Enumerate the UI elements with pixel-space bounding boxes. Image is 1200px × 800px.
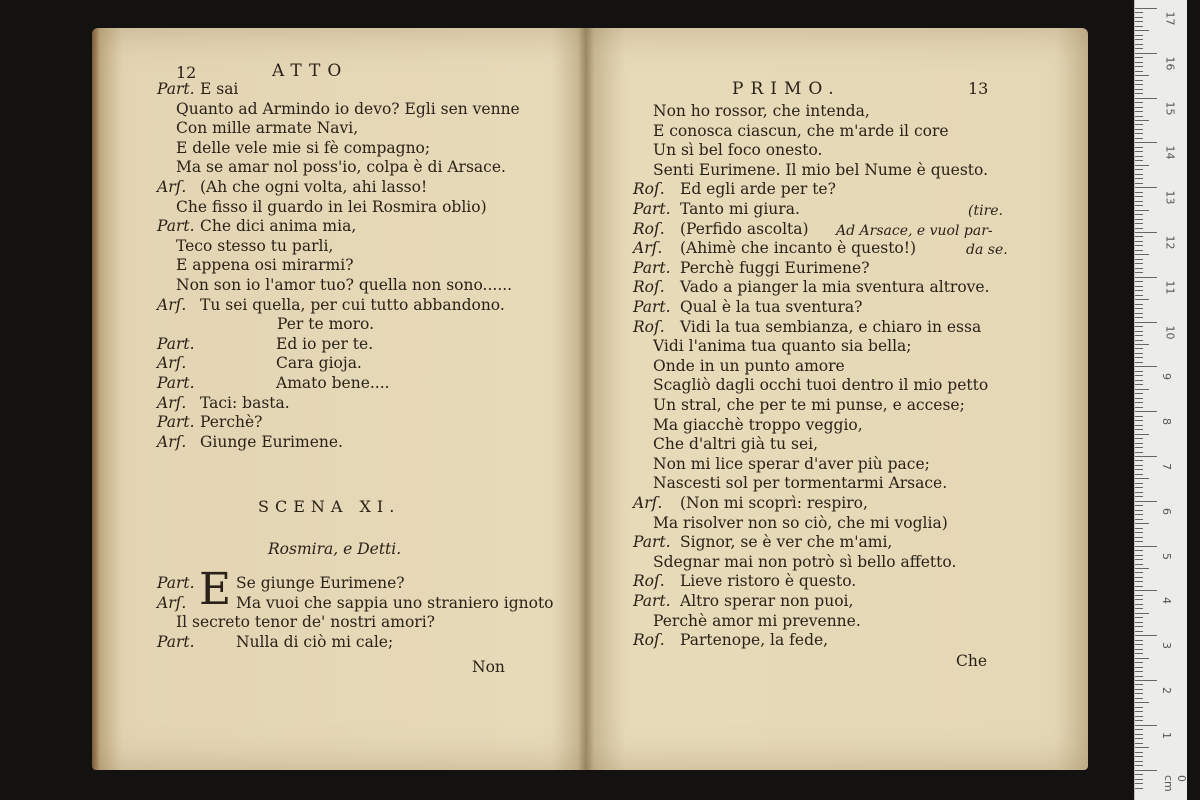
ruler-tick bbox=[1135, 505, 1143, 506]
ruler-tick bbox=[1135, 250, 1143, 251]
speaker-label: Arſ. bbox=[633, 239, 663, 258]
text-line: Taci: basta. bbox=[200, 393, 290, 412]
text-line: Perchè fuggi Eurimene? bbox=[680, 258, 870, 277]
speaker-label: Part. bbox=[633, 533, 671, 552]
ruler-tick bbox=[1135, 662, 1143, 663]
ruler-tick bbox=[1135, 667, 1143, 668]
ruler-tick bbox=[1135, 205, 1143, 206]
text-line: Vidi l'anima tua quanto sia bella; bbox=[653, 337, 912, 356]
ruler-tick bbox=[1135, 734, 1143, 735]
ruler-tick bbox=[1135, 178, 1143, 179]
ruler-tick bbox=[1135, 438, 1143, 439]
measurement-ruler bbox=[1134, 0, 1187, 800]
ruler-number: 2 bbox=[1160, 687, 1173, 694]
ruler-tick bbox=[1135, 147, 1143, 148]
text-line: Scagliò dagli occhi tuoi dentro il mio petto bbox=[653, 376, 989, 395]
ruler-tick bbox=[1135, 223, 1143, 224]
ruler-tick bbox=[1135, 572, 1143, 573]
ruler-number: 11 bbox=[1163, 280, 1177, 295]
ruler-tick bbox=[1135, 116, 1143, 117]
ruler-tick bbox=[1135, 416, 1143, 417]
stage-direction-2: Ad Arsace, e vuol par- bbox=[836, 223, 993, 239]
ruler-tick bbox=[1135, 626, 1143, 627]
ruler-tick bbox=[1135, 295, 1143, 296]
ruler-tick bbox=[1135, 555, 1143, 556]
ruler-tick bbox=[1135, 169, 1143, 170]
ruler-tick bbox=[1135, 707, 1143, 708]
ruler-tick bbox=[1135, 196, 1143, 197]
ruler-tick bbox=[1135, 201, 1143, 202]
text-line: Non mi lice sperar d'aver più pace; bbox=[653, 454, 930, 473]
ruler-tick bbox=[1135, 788, 1143, 789]
ruler-tick bbox=[1135, 559, 1143, 560]
ruler-tick bbox=[1135, 671, 1143, 672]
ruler-tick bbox=[1135, 71, 1143, 72]
ruler-tick bbox=[1135, 44, 1143, 45]
ruler-tick bbox=[1135, 57, 1143, 58]
ruler-tick bbox=[1135, 684, 1143, 685]
ruler-tick bbox=[1135, 26, 1143, 27]
ruler-tick bbox=[1135, 241, 1143, 242]
ruler-tick bbox=[1135, 272, 1143, 273]
speaker-label: Roſ. bbox=[633, 572, 665, 591]
text-line: Ma se amar nol poss'io, colpa è di Arsace. bbox=[176, 158, 506, 177]
ruler-tick bbox=[1135, 631, 1143, 632]
ruler-tick bbox=[1135, 371, 1143, 372]
ruler-tick bbox=[1135, 586, 1143, 587]
text-line: Lieve ristoro è questo. bbox=[680, 572, 857, 591]
ruler-tick bbox=[1135, 492, 1143, 493]
text-line: (Perfido ascolta) bbox=[680, 219, 809, 238]
ruler-tick bbox=[1135, 236, 1143, 237]
ruler-tick bbox=[1135, 80, 1143, 81]
ruler-tick bbox=[1135, 720, 1143, 721]
speaker-label: Part. bbox=[157, 217, 195, 236]
ruler-tick bbox=[1135, 617, 1143, 618]
ruler-tick bbox=[1135, 210, 1149, 211]
ruler-tick bbox=[1135, 214, 1143, 215]
ruler-tick bbox=[1135, 286, 1143, 287]
ruler-tick bbox=[1135, 228, 1143, 229]
text-line: Nulla di ciò mi cale; bbox=[236, 632, 394, 651]
text-line: Teco stesso tu parli, bbox=[176, 236, 334, 255]
ruler-tick bbox=[1135, 564, 1143, 565]
speaker-label: Part. bbox=[157, 413, 195, 432]
ruler-tick bbox=[1135, 21, 1143, 22]
speaker-label: Part. bbox=[633, 258, 671, 277]
ruler-tick bbox=[1135, 711, 1143, 712]
book-gutter bbox=[578, 28, 594, 770]
ruler-tick bbox=[1135, 17, 1143, 18]
text-line: E sai bbox=[200, 80, 239, 98]
text-line: E conosca ciascun, che m'arde il core bbox=[653, 121, 949, 140]
text-line: Un stral, che per te mi punse, e accese; bbox=[653, 396, 965, 414]
ruler-tick bbox=[1135, 783, 1143, 784]
ruler-tick bbox=[1135, 447, 1143, 448]
ruler-tick bbox=[1135, 765, 1143, 766]
ruler-tick bbox=[1135, 8, 1157, 9]
ruler-tick bbox=[1135, 640, 1143, 641]
ruler-tick bbox=[1135, 245, 1143, 246]
speaker-label: Roſ. bbox=[633, 180, 665, 199]
text-line: Ma vuoi che sappia uno straniero ignoto bbox=[236, 593, 554, 612]
ruler-tick bbox=[1135, 456, 1157, 457]
text-line: Senti Eurimene. Il mio bel Nume è questo. bbox=[653, 160, 989, 179]
ruler-tick bbox=[1135, 541, 1143, 542]
speaker-label: Part. bbox=[633, 298, 671, 316]
speaker-label: Part. bbox=[157, 80, 195, 98]
text-line: Ma giacchè troppo veggio, bbox=[653, 415, 863, 434]
ruler-tick bbox=[1135, 66, 1143, 67]
ruler-tick bbox=[1135, 160, 1143, 161]
text-line: Partenope, la fede, bbox=[680, 631, 829, 650]
ruler-tick bbox=[1135, 192, 1143, 193]
ruler-tick bbox=[1135, 254, 1149, 255]
ruler-tick bbox=[1135, 599, 1143, 600]
ruler-tick bbox=[1135, 622, 1143, 623]
ruler-tick bbox=[1135, 326, 1143, 327]
ruler-tick bbox=[1135, 111, 1143, 112]
ruler-tick bbox=[1135, 411, 1157, 412]
left-catchword: Non bbox=[472, 658, 505, 676]
ruler-tick bbox=[1135, 98, 1157, 99]
ruler-tick bbox=[1135, 693, 1143, 694]
ruler-tick bbox=[1135, 756, 1143, 757]
right-page-header: PRIMO. bbox=[732, 79, 841, 99]
ruler-tick bbox=[1135, 774, 1143, 775]
ruler-tick bbox=[1135, 483, 1143, 484]
ruler-tick bbox=[1135, 290, 1143, 291]
stage-direction-3: da se. bbox=[966, 242, 1008, 258]
ruler-tick bbox=[1135, 761, 1143, 762]
ruler-tick bbox=[1135, 729, 1143, 730]
ruler-number: 3 bbox=[1160, 642, 1173, 650]
ruler-tick bbox=[1135, 12, 1143, 13]
ruler-tick bbox=[1135, 102, 1143, 103]
text-line: Che d'altri già tu sei, bbox=[653, 435, 819, 454]
ruler-number: 7 bbox=[1160, 463, 1173, 470]
ruler-number: 10 bbox=[1163, 325, 1177, 340]
ruler-tick bbox=[1135, 770, 1157, 771]
ruler-tick bbox=[1135, 519, 1143, 520]
ruler-tick bbox=[1135, 658, 1149, 659]
ruler-tick bbox=[1135, 510, 1143, 511]
ruler-tick bbox=[1135, 89, 1143, 90]
ruler-tick bbox=[1135, 469, 1143, 470]
ruler-tick bbox=[1135, 219, 1143, 220]
text-line: Cara gioja. bbox=[276, 354, 362, 373]
text-line: Che dici anima mia, bbox=[200, 217, 357, 236]
ruler-tick bbox=[1135, 30, 1149, 31]
ruler-tick bbox=[1135, 348, 1143, 349]
speaker-label: Arſ. bbox=[633, 494, 663, 512]
text-line: Quanto ad Armindo io devo? Egli sen venne bbox=[176, 99, 520, 118]
ruler-number: 1 bbox=[1160, 731, 1173, 739]
drop-cap: E bbox=[199, 564, 232, 615]
ruler-tick bbox=[1135, 779, 1143, 780]
ruler-tick bbox=[1135, 443, 1143, 444]
ruler-tick bbox=[1135, 465, 1143, 466]
ruler-tick bbox=[1135, 187, 1157, 188]
ruler-tick bbox=[1135, 380, 1143, 381]
text-line: Non son io l'amor tuo? quella non sono...... bbox=[176, 276, 513, 294]
text-line: Giunge Eurimene. bbox=[200, 432, 343, 451]
ruler-tick bbox=[1135, 75, 1149, 76]
left-page-number: 12 bbox=[176, 63, 197, 82]
scene-persons: Rosmira, e Detti. bbox=[268, 540, 402, 558]
ruler-tick bbox=[1135, 568, 1149, 569]
speaker-label: Part. bbox=[633, 200, 671, 218]
ruler-tick bbox=[1135, 53, 1157, 54]
ruler-tick bbox=[1135, 644, 1143, 645]
ruler-tick bbox=[1135, 478, 1149, 479]
ruler-tick bbox=[1135, 304, 1143, 305]
ruler-tick bbox=[1135, 142, 1157, 143]
ruler-tick bbox=[1135, 384, 1143, 385]
ruler-tick bbox=[1135, 375, 1143, 376]
speaker-label: Part. bbox=[157, 374, 195, 392]
ruler-tick bbox=[1135, 595, 1143, 596]
ruler-tick bbox=[1135, 317, 1143, 318]
ruler-tick bbox=[1135, 340, 1143, 341]
ruler-tick bbox=[1135, 322, 1157, 323]
left-page-header: ATTO bbox=[272, 61, 349, 81]
text-line: E appena osi mirarmi? bbox=[176, 256, 354, 275]
text-line: Ed io per te. bbox=[276, 334, 374, 353]
ruler-tick bbox=[1135, 299, 1149, 300]
ruler-tick bbox=[1135, 635, 1157, 636]
ruler-number: 6 bbox=[1160, 507, 1173, 515]
text-line: Tu sei quella, per cui tutto abbandono. bbox=[200, 295, 505, 314]
ruler-tick bbox=[1135, 344, 1149, 345]
ruler-tick bbox=[1135, 537, 1143, 538]
ruler-tick bbox=[1135, 313, 1143, 314]
speaker-label: Roſ. bbox=[633, 219, 665, 238]
ruler-tick bbox=[1135, 725, 1157, 726]
ruler-number: 16 bbox=[1163, 56, 1177, 71]
ruler-tick bbox=[1135, 747, 1149, 748]
text-line: Con mille armate Navi, bbox=[176, 119, 359, 138]
speaker-label: Arſ. bbox=[157, 295, 187, 314]
text-line: Signor, se è ver che m'ami, bbox=[680, 533, 893, 552]
ruler-tick bbox=[1135, 268, 1143, 269]
ruler-tick bbox=[1135, 129, 1143, 130]
speaker-label: Arſ. bbox=[157, 593, 187, 612]
ruler-tick bbox=[1135, 165, 1149, 166]
ruler-tick bbox=[1135, 281, 1143, 282]
right-page-number: 13 bbox=[968, 79, 989, 98]
text-line: Tanto mi giura. bbox=[680, 200, 800, 218]
ruler-tick bbox=[1135, 124, 1143, 125]
ruler-tick bbox=[1135, 452, 1143, 453]
ruler-tick bbox=[1135, 174, 1143, 175]
text-line: E delle vele mie si fè compagno; bbox=[176, 138, 431, 157]
text-line: Che fisso il guardo in lei Rosmira oblio) bbox=[176, 197, 487, 216]
ruler-tick bbox=[1135, 550, 1143, 551]
ruler-tick bbox=[1135, 107, 1143, 108]
ruler-tick bbox=[1135, 429, 1143, 430]
ruler-tick bbox=[1135, 232, 1157, 233]
ruler-tick bbox=[1135, 738, 1143, 739]
ruler-tick bbox=[1135, 676, 1143, 677]
ruler-tick bbox=[1135, 389, 1149, 390]
speaker-label: Arſ. bbox=[157, 354, 187, 373]
ruler-number: 17 bbox=[1163, 11, 1177, 26]
text-line: Un sì bel foco onesto. bbox=[653, 141, 823, 160]
ruler-tick bbox=[1135, 528, 1143, 529]
ruler-tick bbox=[1135, 653, 1143, 654]
speaker-label: Arſ. bbox=[157, 393, 187, 412]
ruler-number: 13 bbox=[1163, 190, 1177, 205]
ruler-number: 12 bbox=[1163, 235, 1177, 250]
text-line: Altro sperar non puoi, bbox=[680, 592, 854, 610]
ruler-tick bbox=[1135, 425, 1143, 426]
ruler-tick bbox=[1135, 277, 1157, 278]
ruler-tick bbox=[1135, 434, 1149, 435]
speaker-label: Roſ. bbox=[633, 278, 665, 297]
right-catchword: Che bbox=[956, 652, 988, 670]
ruler-number: 14 bbox=[1163, 145, 1177, 160]
ruler-tick bbox=[1135, 35, 1143, 36]
text-line: (Ahimè che incanto è questo!) bbox=[680, 239, 917, 258]
ruler-tick bbox=[1135, 590, 1157, 591]
ruler-tick bbox=[1135, 577, 1143, 578]
ruler-tick bbox=[1135, 393, 1143, 394]
ruler-number: 4 bbox=[1160, 597, 1173, 605]
text-line: Vidi la tua sembianza, e chiaro in essa bbox=[680, 317, 982, 336]
ruler-tick bbox=[1135, 353, 1143, 354]
text-line: Vado a pianger la mia sventura altrove. bbox=[680, 278, 990, 297]
ruler-tick bbox=[1135, 487, 1143, 488]
text-line: Qual è la tua sventura? bbox=[680, 298, 863, 316]
ruler-tick bbox=[1135, 366, 1157, 367]
text-line: Per te moro. bbox=[277, 315, 374, 334]
speaker-label: Roſ. bbox=[633, 317, 665, 336]
ruler-tick bbox=[1135, 532, 1143, 533]
scene-title: SCENA XI. bbox=[258, 497, 401, 516]
ruler-tick bbox=[1135, 689, 1143, 690]
ruler-number: 9 bbox=[1160, 373, 1173, 381]
ruler-tick bbox=[1135, 501, 1157, 502]
ruler-tick bbox=[1135, 138, 1143, 139]
ruler-tick bbox=[1135, 523, 1149, 524]
ruler-tick bbox=[1135, 156, 1143, 157]
speaker-label: Arſ. bbox=[157, 178, 187, 196]
ruler-tick bbox=[1135, 460, 1143, 461]
ruler-tick bbox=[1135, 357, 1143, 358]
text-line: Perchè amor mi prevenne. bbox=[653, 611, 861, 630]
ruler-tick bbox=[1135, 752, 1143, 753]
ruler-number: 15 bbox=[1163, 101, 1177, 116]
speaker-label: Part. bbox=[157, 632, 195, 651]
ruler-tick bbox=[1135, 496, 1143, 497]
ruler-tick bbox=[1135, 407, 1143, 408]
text-line: (Non mi scoprì: respiro, bbox=[680, 494, 868, 512]
speaker-label: Arſ. bbox=[157, 432, 187, 451]
text-line: Il secreto tenor de' nostri amori? bbox=[176, 613, 435, 632]
ruler-tick bbox=[1135, 649, 1143, 650]
ruler-tick bbox=[1135, 420, 1143, 421]
ruler-tick bbox=[1135, 120, 1149, 121]
ruler-tick bbox=[1135, 362, 1143, 363]
ruler-tick bbox=[1135, 698, 1143, 699]
ruler-tick bbox=[1135, 608, 1143, 609]
text-line: Amato bene.... bbox=[276, 374, 390, 392]
ruler-tick bbox=[1135, 151, 1143, 152]
ruler-tick bbox=[1135, 613, 1149, 614]
ruler-tick bbox=[1135, 93, 1143, 94]
text-line: Ma risolver non so ciò, che mi voglia) bbox=[653, 513, 948, 532]
ruler-tick bbox=[1135, 259, 1143, 260]
ruler-tick bbox=[1135, 680, 1157, 681]
speaker-label: Part. bbox=[157, 574, 195, 592]
ruler-tick bbox=[1135, 546, 1157, 547]
ruler-tick bbox=[1135, 398, 1143, 399]
speaker-label: Part. bbox=[633, 592, 671, 610]
ruler-tick bbox=[1135, 48, 1143, 49]
ruler-tick bbox=[1135, 183, 1143, 184]
ruler-tick bbox=[1135, 581, 1143, 582]
ruler-tick bbox=[1135, 331, 1143, 332]
text-line: Ed egli arde per te? bbox=[680, 180, 836, 199]
ruler-tick bbox=[1135, 133, 1143, 134]
text-line: Sdegnar mai non potrò sì bello affetto. bbox=[653, 552, 957, 571]
speaker-label: Part. bbox=[157, 334, 195, 353]
ruler-tick bbox=[1135, 335, 1143, 336]
ruler-tick bbox=[1135, 604, 1143, 605]
ruler-tick bbox=[1135, 402, 1143, 403]
ruler-tick bbox=[1135, 474, 1143, 475]
ruler-tick bbox=[1135, 39, 1143, 40]
text-line: Onde in un punto amore bbox=[653, 356, 845, 375]
text-line: (Ah che ogni volta, ahi lasso! bbox=[200, 178, 428, 196]
text-line: Nascesti sol per tormentarmi Arsace. bbox=[653, 474, 948, 493]
stage-direction-1: (tire. bbox=[968, 203, 1003, 219]
text-line: Non ho rossor, che intenda, bbox=[653, 102, 870, 120]
text-line: Perchè? bbox=[200, 413, 263, 432]
ruler-tick bbox=[1135, 263, 1143, 264]
ruler-tick bbox=[1135, 308, 1143, 309]
ruler-number: 5 bbox=[1160, 552, 1173, 560]
ruler-tick bbox=[1135, 716, 1143, 717]
ruler-tick bbox=[1135, 62, 1143, 63]
ruler-number: 8 bbox=[1160, 418, 1173, 426]
ruler-tick bbox=[1135, 743, 1143, 744]
ruler-tick bbox=[1135, 84, 1143, 85]
speaker-label: Roſ. bbox=[633, 631, 665, 650]
ruler-tick bbox=[1135, 514, 1143, 515]
ruler-number: 0 cm bbox=[1162, 774, 1188, 792]
text-line: Se giunge Eurimene? bbox=[236, 574, 405, 592]
ruler-tick bbox=[1135, 702, 1149, 703]
